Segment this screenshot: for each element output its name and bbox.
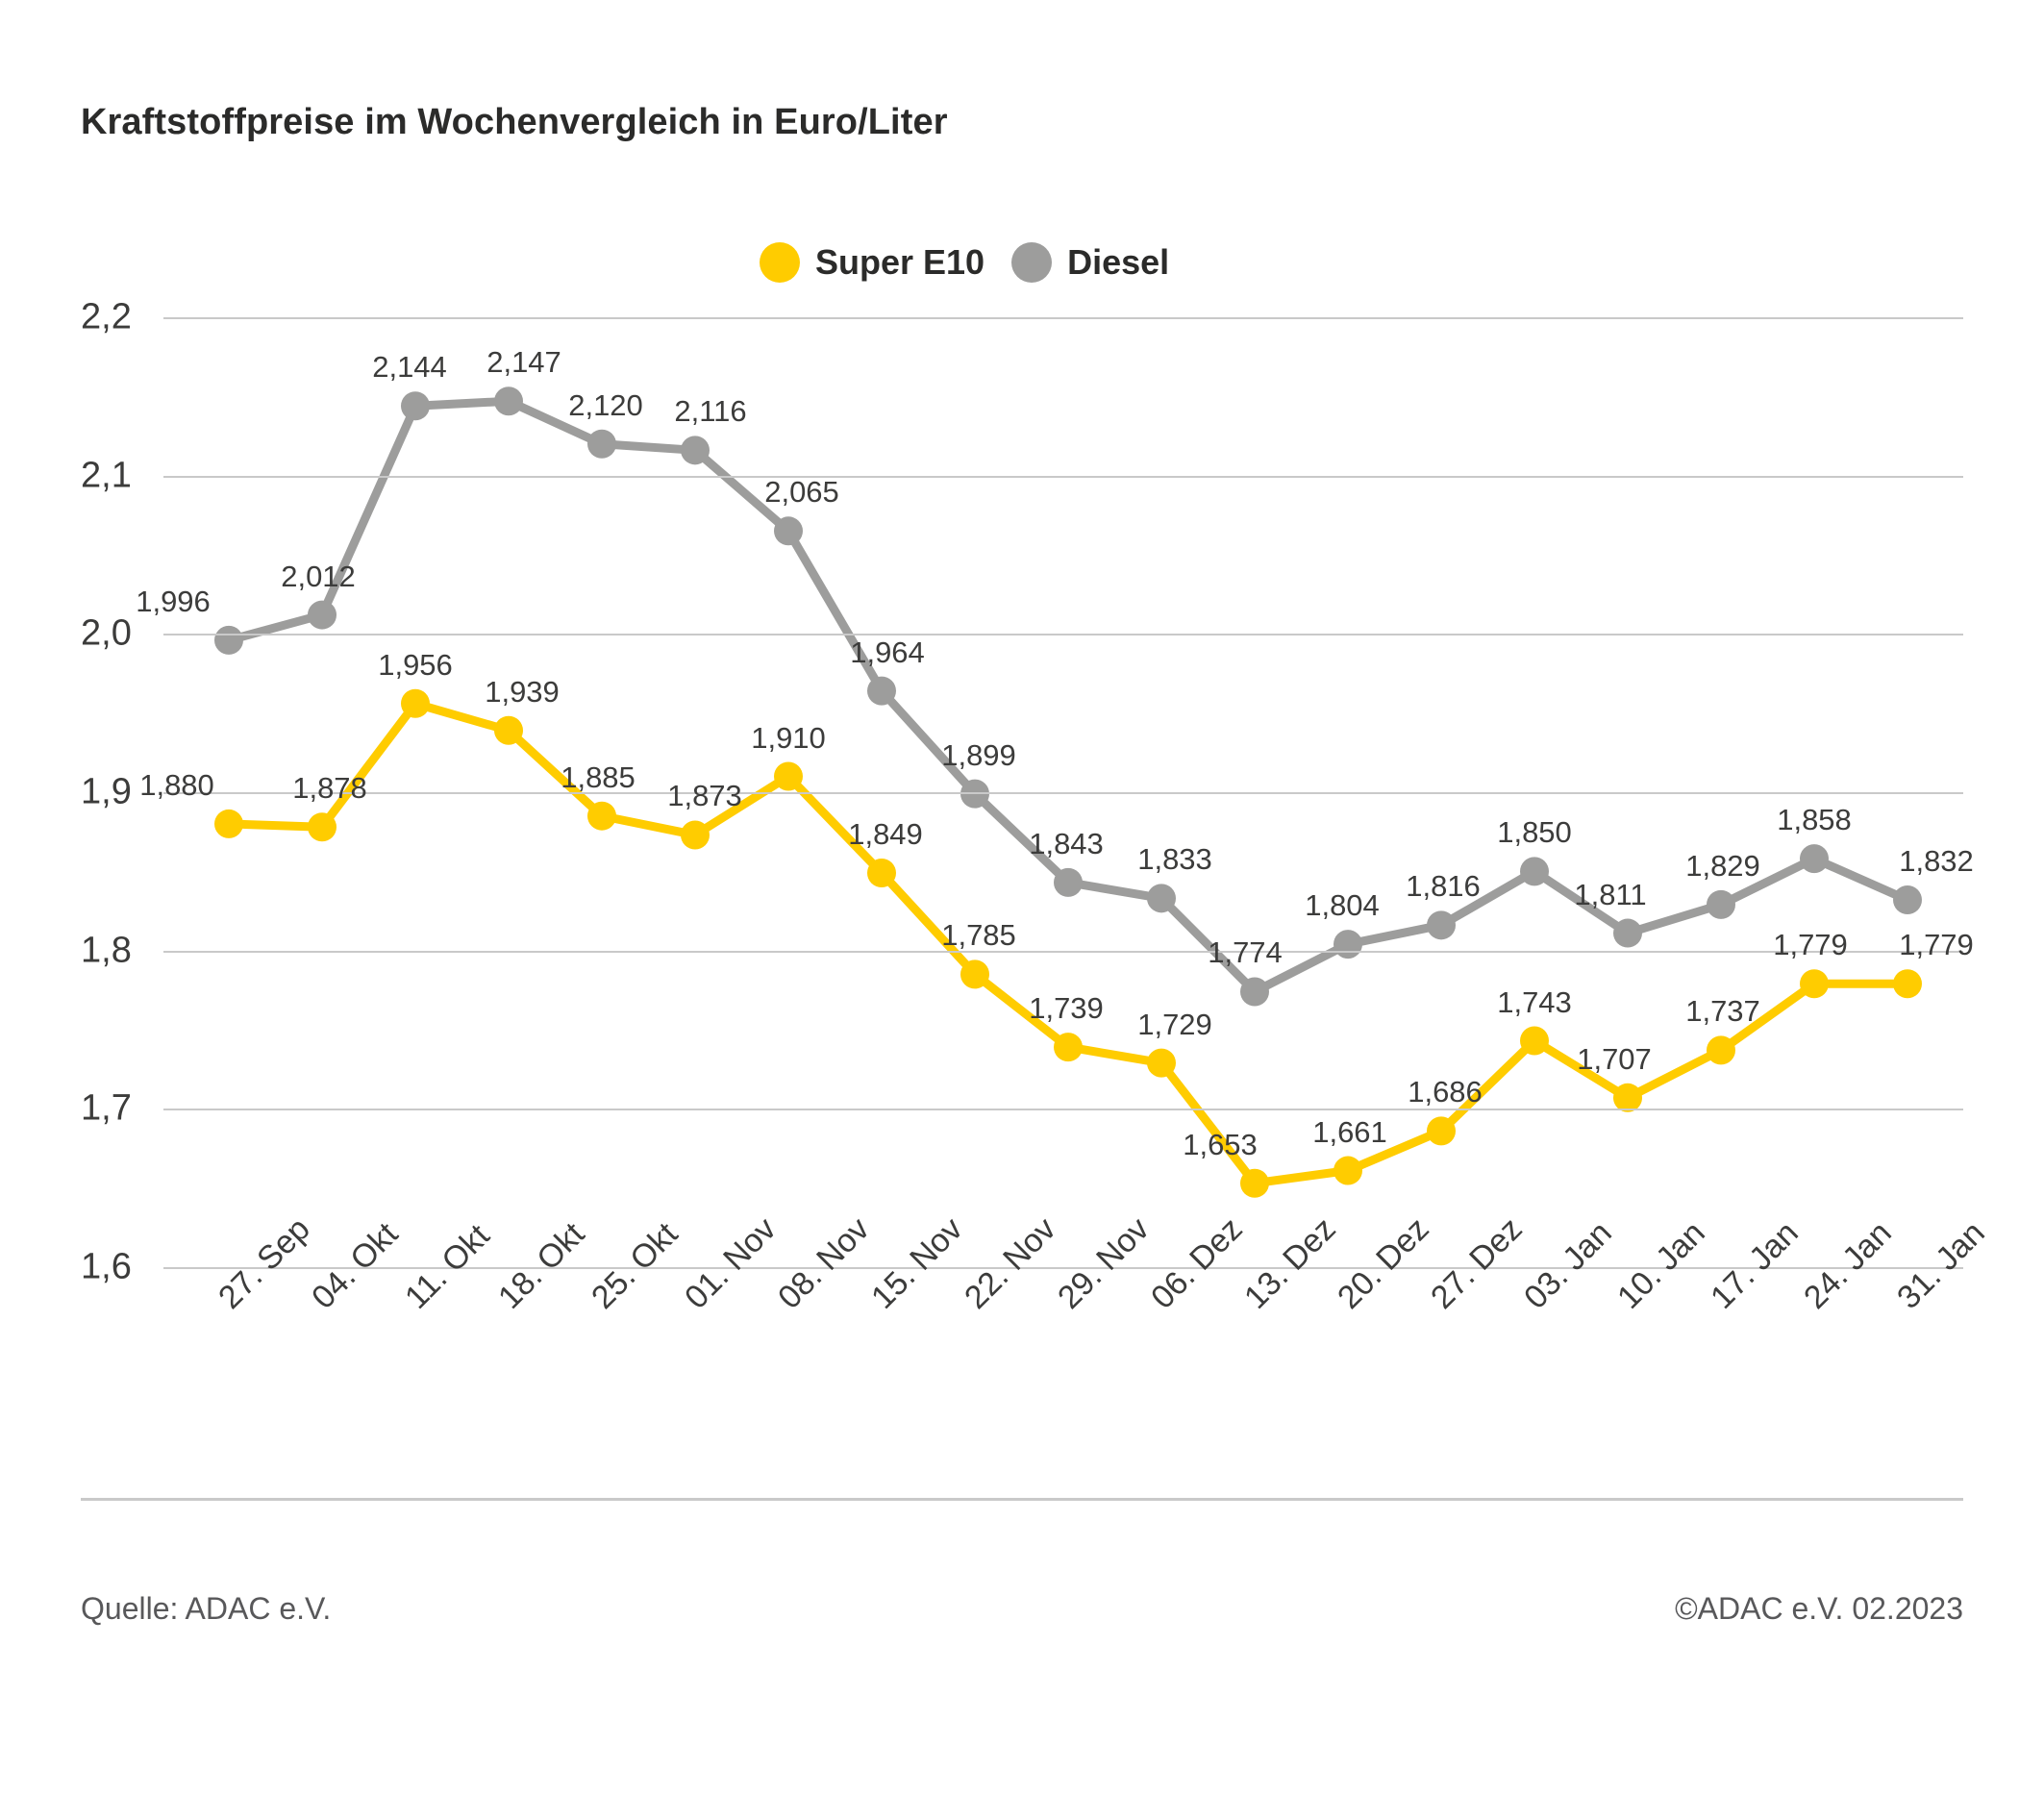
data-point-marker <box>1613 1084 1642 1112</box>
data-point-marker <box>401 689 430 718</box>
data-point-marker <box>1427 1116 1456 1145</box>
data-point-label: 1,737 <box>1685 994 1760 1029</box>
data-point-marker <box>774 762 803 791</box>
gridline <box>163 476 1963 478</box>
data-point-marker <box>960 959 989 988</box>
data-point-marker <box>1147 884 1176 912</box>
x-axis-tick-label: 20. Dez <box>1331 1210 1436 1316</box>
y-axis-tick-label: 1,9 <box>81 771 132 812</box>
data-point-marker <box>494 716 523 745</box>
data-point-marker <box>1054 1033 1083 1061</box>
data-point-label: 1,686 <box>1408 1075 1483 1109</box>
data-point-marker <box>308 812 337 841</box>
data-point-label: 1,653 <box>1183 1127 1258 1161</box>
data-point-label: 2,147 <box>486 345 561 380</box>
gridline <box>163 951 1963 953</box>
data-point-marker <box>1707 1035 1735 1064</box>
gridline <box>163 634 1963 635</box>
data-point-marker <box>214 626 243 655</box>
data-point-marker <box>1800 969 1829 998</box>
x-axis-tick-label: 27. Sep <box>212 1210 317 1316</box>
data-point-marker <box>1893 885 1922 914</box>
data-point-label: 1,811 <box>1574 877 1647 911</box>
data-point-marker <box>1240 1169 1269 1198</box>
legend-label-diesel: Diesel <box>1067 242 1170 282</box>
y-axis-tick-label: 2,1 <box>81 455 132 496</box>
gridline <box>163 317 1963 319</box>
y-axis-tick-label: 1,8 <box>81 930 132 971</box>
data-point-label: 1,996 <box>136 584 211 618</box>
y-axis-tick-label: 2,0 <box>81 612 132 654</box>
data-point-label: 1,661 <box>1312 1114 1387 1149</box>
data-point-label: 1,743 <box>1497 984 1572 1019</box>
x-axis-tick-label: 29. Nov <box>1051 1210 1157 1316</box>
data-point-marker <box>587 802 616 831</box>
data-point-marker <box>401 391 430 420</box>
data-point-label: 1,880 <box>139 767 214 802</box>
legend-swatch-super-e10 <box>760 242 800 283</box>
data-point-marker <box>867 859 896 887</box>
data-point-label: 1,816 <box>1406 869 1481 904</box>
footer-divider <box>81 1498 1963 1501</box>
x-axis-tick-label: 22. Nov <box>958 1210 1063 1316</box>
data-point-label: 2,120 <box>568 387 643 422</box>
data-point-label: 1,707 <box>1577 1041 1652 1076</box>
data-point-label: 2,065 <box>764 475 839 510</box>
data-point-marker <box>867 677 896 706</box>
data-point-label: 2,116 <box>674 394 747 429</box>
y-axis-tick-label: 1,6 <box>81 1246 132 1287</box>
x-axis-tick-label: 03. Jan <box>1517 1214 1619 1316</box>
data-point-label: 1,779 <box>1899 928 1974 962</box>
data-point-label: 1,779 <box>1773 928 1848 962</box>
x-axis-tick-label: 15. Nov <box>864 1210 970 1316</box>
data-point-marker <box>214 810 243 838</box>
data-point-label: 1,885 <box>561 760 636 794</box>
data-point-label: 1,774 <box>1208 935 1283 970</box>
data-point-label: 1,729 <box>1137 1007 1212 1041</box>
data-point-marker <box>1613 919 1642 948</box>
data-point-label: 1,829 <box>1685 848 1760 883</box>
y-axis-tick-label: 2,2 <box>81 296 132 337</box>
x-axis-tick-label: 27. Dez <box>1424 1210 1530 1316</box>
data-point-label: 1,964 <box>850 635 925 669</box>
data-point-marker <box>1800 844 1829 873</box>
x-axis-tick-label: 18. Okt <box>491 1215 592 1316</box>
data-point-label: 1,833 <box>1137 842 1212 877</box>
data-point-marker <box>1334 930 1362 959</box>
data-point-marker <box>1520 1027 1549 1056</box>
data-point-label: 1,849 <box>848 816 923 851</box>
data-point-marker <box>308 601 337 630</box>
legend-swatch-diesel <box>1011 242 1052 283</box>
y-axis-tick-label: 1,7 <box>81 1087 132 1129</box>
x-axis-tick-label: 25. Okt <box>585 1215 685 1316</box>
data-point-label: 1,858 <box>1777 803 1852 837</box>
x-axis-tick-label: 13. Dez <box>1237 1210 1343 1316</box>
data-point-label: 1,804 <box>1305 888 1380 923</box>
data-point-marker <box>1334 1157 1362 1185</box>
legend-item-super-e10 <box>760 242 985 283</box>
x-axis-tick-label: 24. Jan <box>1797 1214 1899 1316</box>
data-point-label: 1,785 <box>941 918 1016 953</box>
x-axis-tick-label: 10. Jan <box>1610 1214 1712 1316</box>
source-note: Quelle: ADAC e.V. <box>81 1591 332 1626</box>
series-line-diesel <box>229 401 1907 991</box>
data-point-marker <box>1054 868 1083 897</box>
legend-label-super-e10: Super E10 <box>815 242 985 282</box>
data-point-label: 1,739 <box>1029 991 1104 1026</box>
series-line-super-e10 <box>229 704 1907 1184</box>
data-point-label: 1,850 <box>1497 815 1572 850</box>
data-point-marker <box>587 430 616 459</box>
x-axis-tick-label: 11. Okt <box>398 1217 497 1316</box>
data-point-marker <box>1147 1049 1176 1078</box>
data-point-marker <box>1240 977 1269 1006</box>
data-point-label: 1,873 <box>667 779 742 813</box>
x-axis-tick-label: 08. Nov <box>771 1210 877 1316</box>
data-point-label: 1,939 <box>485 674 560 709</box>
data-point-marker <box>774 516 803 545</box>
data-point-marker <box>681 820 710 849</box>
page-title: Kraftstoffpreise im Wochenvergleich in Euro/Liter <box>81 102 948 142</box>
gridline <box>163 792 1963 794</box>
data-point-label: 1,878 <box>292 771 367 806</box>
data-point-marker <box>1893 969 1922 998</box>
copyright-note: ©ADAC e.V. 02.2023 <box>1675 1591 1963 1626</box>
legend-item-diesel <box>1011 242 1169 283</box>
x-axis-tick-label: 17. Jan <box>1704 1214 1806 1316</box>
data-point-label: 2,012 <box>281 559 356 593</box>
gridline <box>163 1109 1963 1110</box>
data-point-marker <box>681 436 710 464</box>
data-point-label: 1,899 <box>941 737 1016 772</box>
data-point-marker <box>494 386 523 415</box>
data-point-marker <box>1707 890 1735 919</box>
x-axis-tick-label: 01. Nov <box>678 1210 784 1316</box>
x-axis-tick-label: 06. Dez <box>1144 1210 1250 1316</box>
data-point-label: 1,832 <box>1899 843 1974 878</box>
data-point-label: 1,956 <box>378 647 453 682</box>
data-point-label: 1,910 <box>751 720 826 755</box>
x-axis-tick-label: 04. Okt <box>305 1215 406 1316</box>
data-point-marker <box>1520 857 1549 885</box>
data-point-label: 2,144 <box>372 350 447 385</box>
data-point-marker <box>1427 910 1456 939</box>
chart-legend <box>760 242 1169 283</box>
x-axis-tick-label: 31. Jan <box>1890 1214 1992 1316</box>
data-point-label: 1,843 <box>1029 826 1104 860</box>
